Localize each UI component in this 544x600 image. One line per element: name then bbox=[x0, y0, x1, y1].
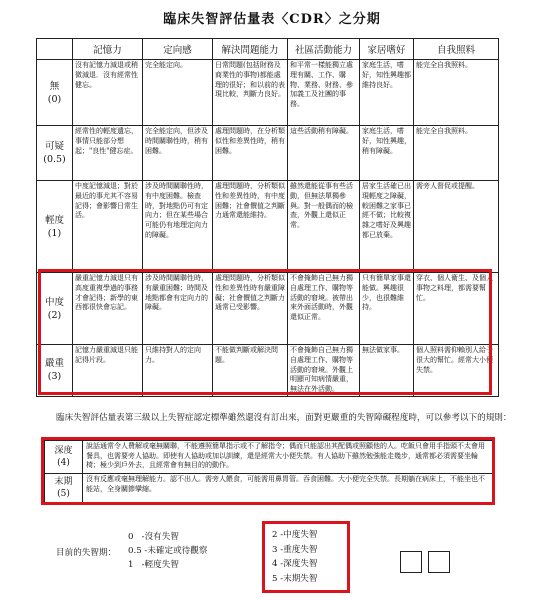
level-cell: 末期 (5) bbox=[45, 474, 83, 503]
community-cell: 不會掩飾自己無力獨自處理工作、購物等活動的窘境。外觀上明顯可知病情嚴重，無法在外活動。 bbox=[288, 345, 360, 397]
home-hobbies-cell: 家庭生活，嗜好，知性興趣都維持良好。 bbox=[360, 60, 414, 126]
personal-care-cell: 能完全自我照料。 bbox=[414, 126, 499, 181]
header-home-hobbies: 家居嗜好 bbox=[360, 39, 414, 60]
cdr-stage-table bbox=[36, 38, 499, 397]
table-row bbox=[45, 474, 493, 503]
stage-answer-box[interactable] bbox=[428, 551, 450, 573]
home-hobbies-cell: 居家生活確已出現輕度之障礙，較困難之家事已經不做；比較複雜之嗜好及興趣都已放棄。 bbox=[360, 181, 414, 273]
level-cell: 無 (0) bbox=[37, 60, 73, 126]
level-cell: 可疑 (0.5) bbox=[37, 126, 73, 181]
level-cell: 深度 (4) bbox=[45, 441, 83, 474]
description-cell: 沒有反應或毫無理解能力。認不出人。需旁人餵食，可能需用鼻胃管。吞食困難。大小便完全失禁。長期躺在病床上，不能坐也不能站，全身關節攣縮。 bbox=[83, 474, 493, 503]
personal-care-cell: 穿衣、個人衛生、及個人事物之料理，都需要幫忙。 bbox=[414, 273, 499, 345]
home-hobbies-cell: 只有簡單家事還能做。興趣很少，也很難維持。 bbox=[360, 273, 414, 345]
table-row bbox=[37, 60, 499, 126]
level-cell: 嚴重 (3) bbox=[37, 345, 73, 397]
community-cell: 雖然還能從事有些活動，但無法單獨參與。對一般偶而的檢查，外觀上還似正常。 bbox=[288, 181, 360, 273]
home-hobbies-cell: 無法做家事。 bbox=[360, 345, 414, 397]
table-row bbox=[45, 441, 493, 474]
personal-care-cell: 需旁人督促或提醒。 bbox=[414, 181, 499, 273]
legend-item: 0 -沒有失智 bbox=[128, 532, 179, 542]
header-problem-solving: 解決問題能力 bbox=[213, 39, 288, 60]
stage-legend-severe bbox=[272, 528, 317, 586]
legend-item: 2 -中度失智 bbox=[272, 530, 318, 540]
memory-cell: 經常性的輕度遺忘，事情只能部分想起；"良性"健忘症。 bbox=[73, 126, 143, 181]
problem-solving-cell: 處理問題時，分析類似性和差異性時有嚴重障礙；社會價值之判斷力通常已受影響。 bbox=[213, 273, 288, 345]
memory-cell: 沒有記憶力減退或稍微減退．沒有經常性健忘。 bbox=[73, 60, 143, 126]
memory-cell: 中度記憶減退；對於最近的事尤其不容易記得；會影響日常生活。 bbox=[73, 181, 143, 273]
header-orientation: 定向感 bbox=[143, 39, 213, 60]
advanced-stage-table bbox=[44, 440, 493, 503]
orientation-cell: 完全能定向，但涉及時間關聯性時，稍有困難。 bbox=[143, 126, 213, 181]
community-cell: 不會掩飾自己無力獨自處理工作、購物等活動的窘境。被帶出來外面活動時，外觀還似正常。 bbox=[288, 273, 360, 345]
home-hobbies-cell: 家庭生活，嗜好，知性興趣，稍有障礙。 bbox=[360, 126, 414, 181]
legend-item: 3 -重度失智 bbox=[272, 544, 318, 555]
personal-care-cell: 能完全自我照料。 bbox=[414, 60, 499, 126]
header-community-affairs: 社區活動能力 bbox=[288, 39, 360, 60]
stage-legend-mild bbox=[128, 530, 207, 572]
problem-solving-cell: 日常問題(包括財務及商業性的事物)都能處理的很好；和以前的表現比較，判斷力良好。 bbox=[213, 60, 288, 126]
problem-solving-cell: 處理問題時，分析類似性和差異性時，有中度困難；社會價值之判斷力通常還能維持。 bbox=[213, 181, 288, 273]
problem-solving-cell: 處理問題時，在分析類似性和差異性時，稍有困難。 bbox=[213, 126, 288, 181]
community-cell: 和平常一樣能獨立處理有關、工作、購物、業務、財務、參加義工及社團的事務。 bbox=[288, 60, 360, 126]
community-cell: 這些活動稍有障礙。 bbox=[288, 126, 360, 181]
header-level bbox=[37, 39, 73, 60]
memory-cell: 嚴重記憶力減退只有高度重複學過的事務才會記得；新學的東西都很快會忘記。 bbox=[73, 273, 143, 345]
legend-item: 4 -深度失智 bbox=[272, 559, 318, 569]
current-stage-label: 目前的失智期： bbox=[56, 548, 117, 558]
header-memory: 記憶力 bbox=[73, 39, 143, 60]
level-cell: 中度 (2) bbox=[37, 273, 73, 345]
advanced-stage-note: 臨床失智評估量表第三級以上失智症認定標準雖然還沒有訂出來，面對更嚴重的失智障礙程度時，可以參考以下的規則： bbox=[56, 413, 512, 423]
orientation-cell: 完全能定向。 bbox=[143, 60, 213, 126]
orientation-cell: 涉及時間關聯性時，有嚴重困難；時間及地點都會有定向力的障礙。 bbox=[143, 273, 213, 345]
memory-cell: 記憶力嚴重減退只能記得片段。 bbox=[73, 345, 143, 397]
stage-answer-box[interactable] bbox=[400, 551, 422, 573]
table-row bbox=[37, 181, 499, 273]
personal-care-cell: 個人照料需仰賴別人給予很大的幫忙。經常大小便失禁。 bbox=[414, 345, 499, 397]
legend-item: 5 -末期失智 bbox=[272, 573, 318, 584]
page-title: 臨床失智評估量表〈CDR〉之分期 bbox=[163, 12, 381, 27]
table-header-row bbox=[37, 39, 499, 60]
orientation-cell: 只維持對人的定向力。 bbox=[143, 345, 213, 397]
legend-item: 1 -輕度失智 bbox=[128, 560, 179, 570]
problem-solving-cell: 不能做判斷或解決問題。 bbox=[213, 345, 288, 397]
description-cell: 說話通常令人費解或毫無關聯，不能遵照簡單指示或不了解指令；偶而只能認出其配偶或照顧他的人。吃飯只會用手指頭不太會用餐具，也需要旁人協助。即使有人協助或加以訓練，還是經常大小便失禁。有人協助下雖然勉強能走幾步，通常都必須需要坐輪椅；極少到戶外去，且經常會有無目的的動作。 bbox=[83, 441, 493, 474]
orientation-cell: 涉及時間關聯性時，有中度困難。檢查時，對地點仍可有定向力；但在某些場合可能仍有地理定向力的障礙。 bbox=[143, 181, 213, 273]
table-row bbox=[37, 126, 499, 181]
level-cell: 輕度 (1) bbox=[37, 181, 73, 273]
table-row bbox=[37, 345, 499, 397]
table-row bbox=[37, 273, 499, 345]
header-personal-care: 自我照料 bbox=[414, 39, 499, 60]
legend-item: 0.5 -未確定或待觀察 bbox=[128, 546, 208, 556]
